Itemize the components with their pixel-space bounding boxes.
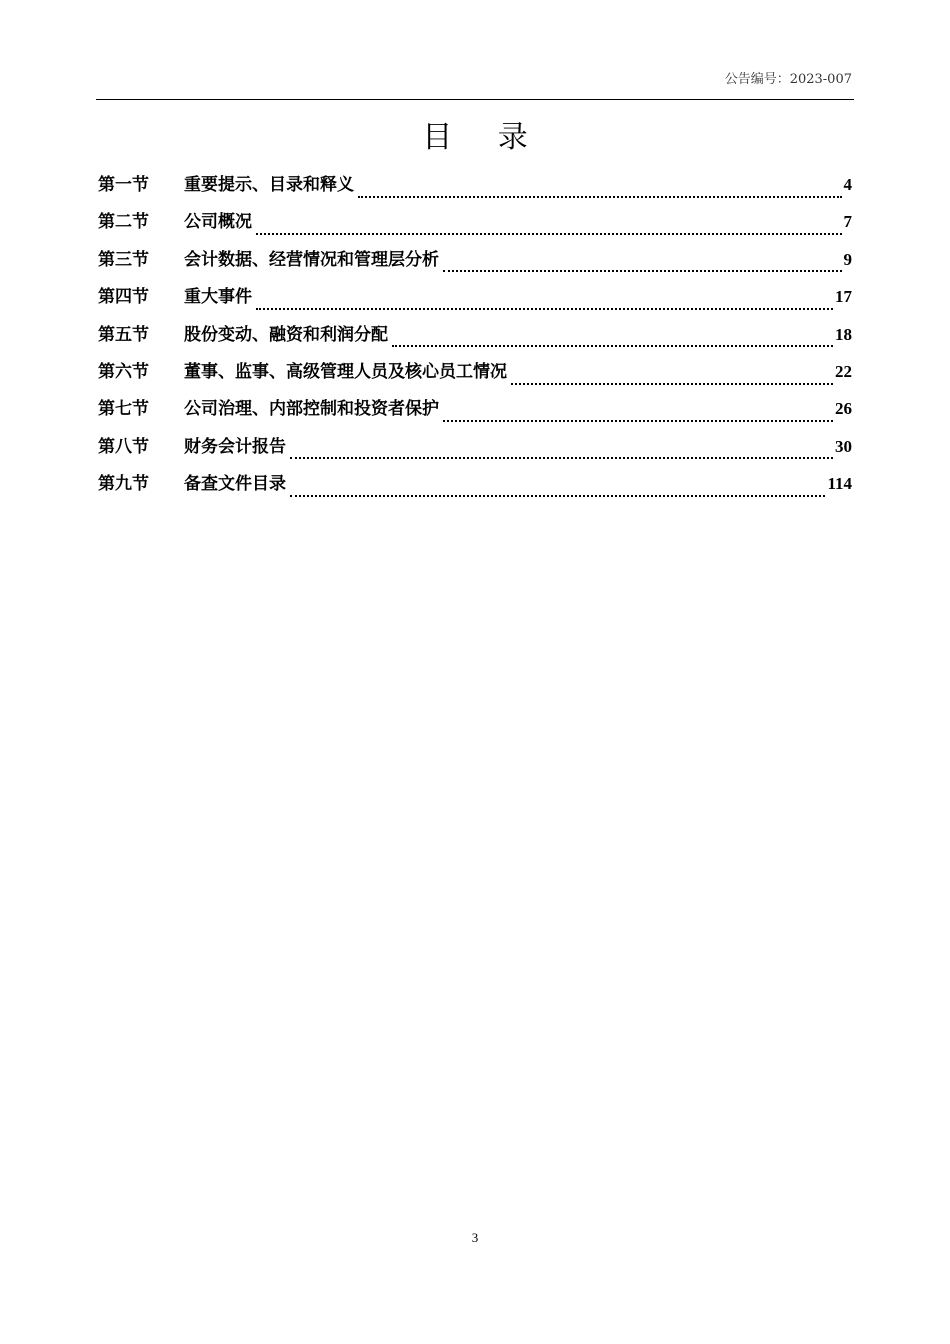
toc-title: 目 录 [422, 120, 546, 155]
toc-section-label: 第二节 [98, 212, 149, 233]
toc-page-number: 22 [835, 361, 852, 381]
toc-item-9[interactable] [98, 465, 852, 502]
toc-section-label: 第五节 [98, 324, 149, 345]
toc-section-name: 重要提示、目录和释义 [184, 175, 354, 195]
toc-page-number: 26 [835, 399, 852, 419]
toc-section-label: 第一节 [98, 175, 149, 195]
toc-dot-leader [290, 437, 833, 459]
toc-section-label: 第四节 [98, 287, 149, 308]
toc-section-name: 备查文件目录 [184, 474, 286, 495]
toc-section-name: 公司概况 [184, 212, 252, 233]
toc-item-2[interactable] [98, 203, 852, 240]
toc-item-3[interactable] [98, 241, 852, 278]
toc-page-number: 17 [835, 287, 852, 307]
toc-section-label: 第六节 [98, 361, 149, 382]
toc-page-number: 9 [843, 249, 852, 269]
toc-section-name: 公司治理、内部控制和投资者保护 [184, 399, 439, 420]
toc-item-6[interactable] [98, 353, 852, 390]
toc-item-5[interactable] [98, 316, 852, 353]
toc-dot-leader [511, 363, 833, 385]
toc-section-label: 第八节 [98, 436, 149, 457]
toc-section-name: 董事、监事、高级管理人员及核心员工情况 [184, 361, 507, 382]
toc-dot-leader [443, 250, 842, 272]
toc-page-number: 114 [827, 474, 852, 494]
toc-page-number: 4 [843, 175, 852, 194]
toc-item-7[interactable] [98, 390, 852, 427]
toc-page-number: 18 [835, 324, 852, 344]
toc-dot-leader [392, 325, 833, 347]
toc-page-number: 7 [843, 212, 852, 232]
toc-section-label: 第九节 [98, 474, 149, 495]
toc-item-1[interactable] [98, 166, 852, 203]
toc-dot-leader [290, 475, 825, 497]
toc-dot-leader [256, 288, 833, 310]
toc-dot-leader [443, 400, 833, 422]
toc-section-name: 重大事件 [184, 287, 252, 308]
toc-page-number: 30 [835, 436, 852, 456]
toc-section-label: 第七节 [98, 399, 149, 420]
toc-item-4[interactable] [98, 278, 852, 315]
toc-section-name: 会计数据、经营情况和管理层分析 [184, 249, 439, 270]
toc-dot-leader [358, 176, 842, 198]
toc-section-label: 第三节 [98, 249, 149, 270]
header-divider [96, 99, 854, 100]
announcement-code: 公告编号：2023-007 [724, 72, 852, 87]
toc-dot-leader [256, 213, 842, 235]
toc-item-8[interactable] [98, 428, 852, 465]
toc-section-name: 股份变动、融资和利润分配 [184, 324, 388, 345]
toc-section-name: 财务会计报告 [184, 436, 286, 457]
page-number: 3 [471, 1230, 479, 1245]
toc-list [98, 166, 852, 503]
